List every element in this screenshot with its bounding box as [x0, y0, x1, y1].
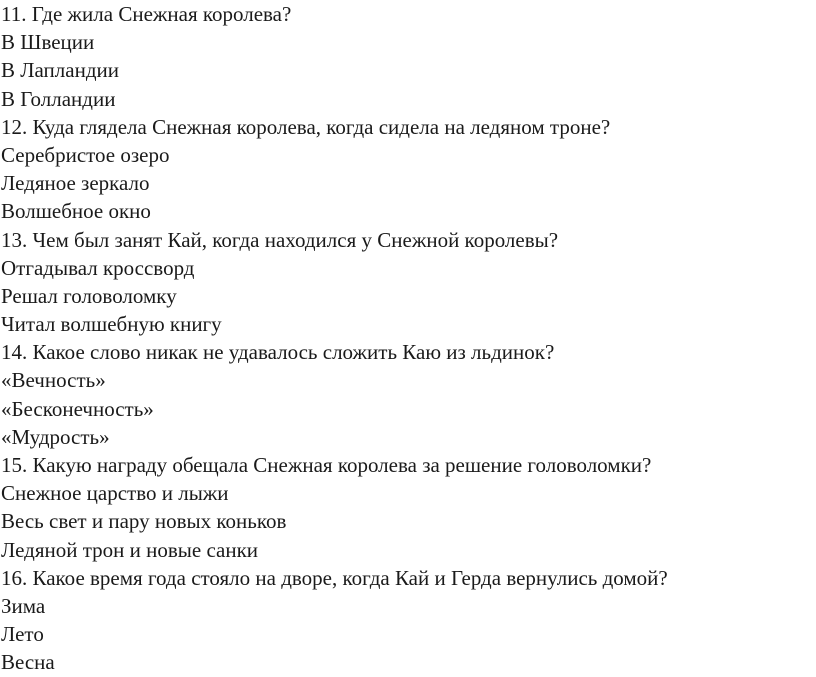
answer-option: В Швеции: [1, 30, 95, 55]
answer-option: Ледяное зеркало: [1, 171, 150, 196]
question-11: 11. Где жила Снежная королева?: [1, 2, 292, 26]
answer-option: Лето: [1, 622, 44, 647]
answer-option: В Лапландии: [1, 58, 119, 83]
answer-option: Ледяной трон и новые санки: [1, 537, 259, 562]
answer-option: Решал головоломку: [1, 283, 177, 308]
answer-option: Снежное царство и лыжи: [1, 481, 229, 506]
answer-option: Серебристое озеро: [1, 142, 170, 167]
answer-option: Волшебное окно: [1, 199, 151, 224]
question-12: 12. Куда глядела Снежная королева, когда сидела на ледяном троне?: [1, 114, 611, 139]
answer-option: «Вечность»: [1, 368, 106, 393]
answer-option: Читал волшебную книгу: [1, 312, 222, 337]
question-15: 15. Какую награду обещала Снежная королева за решение головоломки?: [1, 453, 652, 477]
question-14: 14. Какое слово никак не удавалось сложить Каю из льдинок?: [1, 340, 555, 365]
answer-option: «Бесконечность»: [1, 396, 154, 421]
answer-option: Зима: [1, 593, 46, 618]
answer-option: «Мудрость»: [1, 424, 110, 449]
answer-option: Весна: [1, 650, 55, 675]
answer-option: В Голландии: [1, 86, 116, 111]
answer-option: Весь свет и пару новых коньков: [1, 509, 287, 534]
question-16: 16. Какое время года стояло на дворе, когда Кай и Герда вернулись домой?: [1, 565, 668, 590]
answer-option: Отгадывал кроссворд: [1, 255, 195, 280]
question-13: 13. Чем был занят Кай, когда находился у Снежной королевы?: [1, 227, 559, 252]
